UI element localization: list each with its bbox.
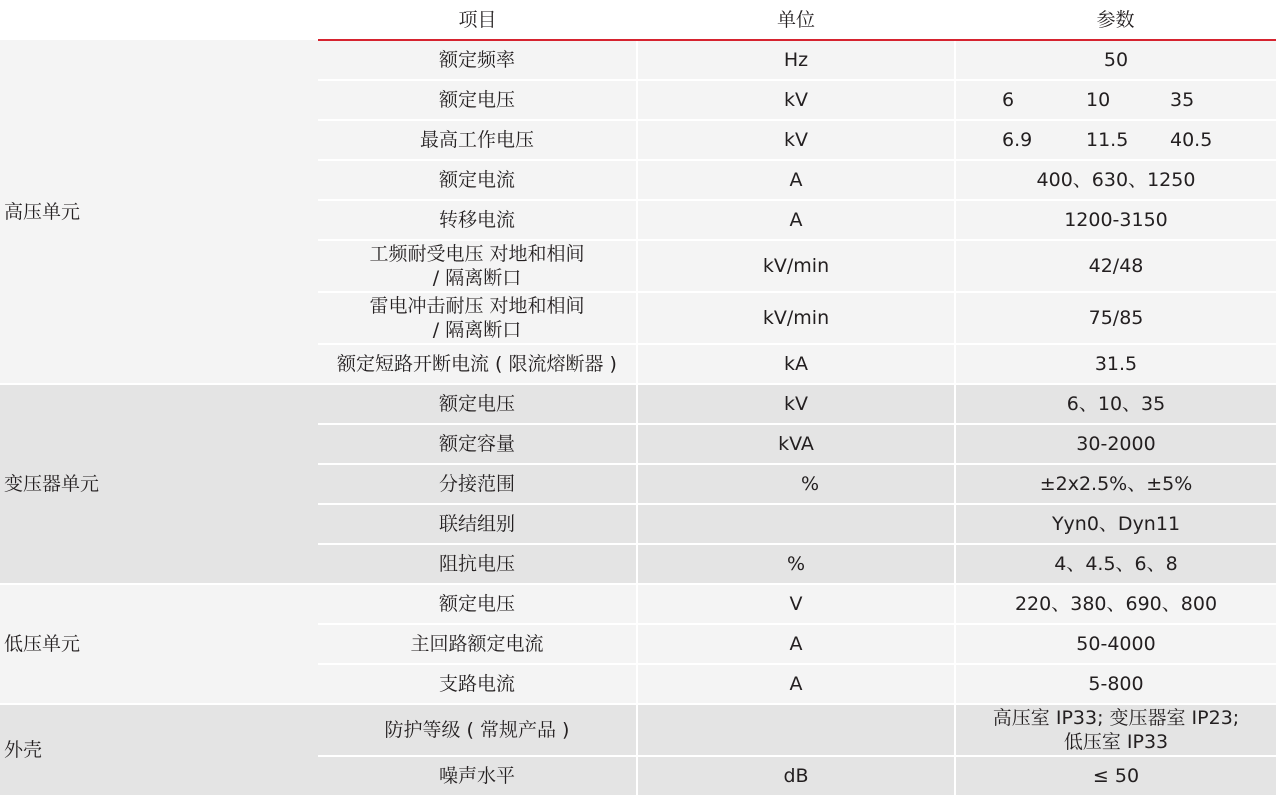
- row-item: 最高工作电压: [318, 120, 637, 160]
- group-enc: [0, 704, 1276, 796]
- group-lv: [0, 584, 1276, 704]
- row-value: 1200-3150: [955, 200, 1276, 240]
- row-unit: kA: [637, 344, 955, 384]
- row-value: ≤ 50: [955, 756, 1276, 796]
- group-label-enc: 外壳: [0, 704, 318, 796]
- row-item: 主回路额定电流: [318, 624, 637, 664]
- row-item: 额定短路开断电流 ( 限流熔断器 ): [318, 344, 637, 384]
- header-item: 项目: [318, 0, 637, 40]
- row-unit: [637, 704, 955, 756]
- row-value-line: 低压室 IP33: [1063, 731, 1169, 753]
- row-value: 220、380、690、800: [955, 584, 1276, 624]
- group-hv: [0, 40, 1276, 384]
- row-item: 联结组别: [318, 504, 637, 544]
- row-item: [318, 292, 637, 344]
- value-part: 40.5: [1170, 129, 1213, 151]
- row-value: ±2x2.5%、±5%: [955, 464, 1276, 504]
- row-value-line: 高压室 IP33; 变压器室 IP23;: [992, 707, 1240, 729]
- row-item: 防护等级 ( 常规产品 ): [318, 704, 637, 756]
- row-value: 30-2000: [955, 424, 1276, 464]
- row-value: 75/85: [955, 292, 1276, 344]
- header-param: 参数: [955, 0, 1276, 40]
- row-item: [318, 240, 637, 292]
- row-value: 400、630、1250: [955, 160, 1276, 200]
- row-unit: %: [637, 464, 955, 504]
- row-item-line: / 隔离断口: [432, 267, 522, 289]
- row-unit: A: [637, 664, 955, 704]
- row-unit: kV: [637, 384, 955, 424]
- row-item: 额定电压: [318, 384, 637, 424]
- row-item: 支路电流: [318, 664, 637, 704]
- row-value: Yyn0、Dyn11: [955, 504, 1276, 544]
- row-item: 阻抗电压: [318, 544, 637, 584]
- row-value: 6、10、35: [955, 384, 1276, 424]
- row-item-line: 雷电冲击耐压 对地和相间: [369, 295, 585, 317]
- row-unit: [637, 504, 955, 544]
- row-item: 噪声水平: [318, 756, 637, 796]
- row-item: 转移电流: [318, 200, 637, 240]
- row-item: 额定电流: [318, 160, 637, 200]
- row-unit: V: [637, 584, 955, 624]
- table-row: [0, 584, 1276, 624]
- row-item-line: 工频耐受电压 对地和相间: [369, 243, 585, 265]
- row-value: 5-800: [955, 664, 1276, 704]
- row-item: 额定容量: [318, 424, 637, 464]
- row-value: 50-4000: [955, 624, 1276, 664]
- row-unit: Hz: [637, 40, 955, 80]
- row-value: 50: [955, 40, 1276, 80]
- value-part: 10: [1086, 89, 1111, 111]
- row-item: 额定电压: [318, 584, 637, 624]
- row-unit: kV: [637, 80, 955, 120]
- row-unit: kV/min: [637, 240, 955, 292]
- row-value: [955, 80, 1276, 120]
- table-row: [0, 384, 1276, 424]
- group-label-lv: 低压单元: [0, 584, 318, 704]
- row-unit: A: [637, 200, 955, 240]
- row-unit: A: [637, 624, 955, 664]
- row-unit: A: [637, 160, 955, 200]
- row-value: 42/48: [955, 240, 1276, 292]
- row-unit: %: [637, 544, 955, 584]
- row-value: [955, 120, 1276, 160]
- group-tr: [0, 384, 1276, 584]
- row-value: 4、4.5、6、8: [955, 544, 1276, 584]
- value-part: 35: [1170, 89, 1195, 111]
- row-item: 额定频率: [318, 40, 637, 80]
- table-header: [0, 0, 1276, 40]
- row-unit: kV/min: [637, 292, 955, 344]
- row-unit: kVA: [637, 424, 955, 464]
- row-item: 额定电压: [318, 80, 637, 120]
- value-part: 6: [1002, 89, 1015, 111]
- row-value: 31.5: [955, 344, 1276, 384]
- row-unit: dB: [637, 756, 955, 796]
- group-label-hv: 高压单元: [0, 40, 318, 384]
- header-blank: [0, 0, 318, 40]
- row-item: 分接范围: [318, 464, 637, 504]
- value-part: 6.9: [1002, 129, 1033, 151]
- value-part: 11.5: [1086, 129, 1129, 151]
- table-row: [0, 40, 1276, 80]
- table-row: [0, 704, 1276, 756]
- row-item-line: / 隔离断口: [432, 319, 522, 341]
- group-label-tr: 变压器单元: [0, 384, 318, 584]
- row-value: [955, 704, 1276, 756]
- header-unit: 单位: [637, 0, 955, 40]
- row-unit: kV: [637, 120, 955, 160]
